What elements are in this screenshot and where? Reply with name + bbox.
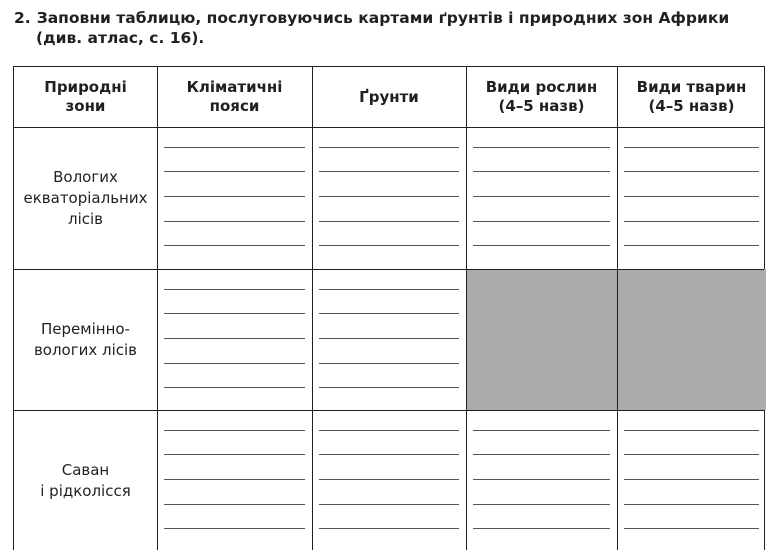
answer-line[interactable] (624, 430, 759, 431)
task-text-line1: Заповни таблицю, послуговуючись картами ґрунтів і природних зон Африки (36, 9, 730, 27)
answer-line[interactable] (319, 221, 459, 222)
answer-line[interactable] (624, 221, 759, 222)
answer-line[interactable] (473, 171, 610, 172)
answer-line[interactable] (164, 313, 305, 314)
answer-line[interactable] (319, 430, 459, 431)
answer-line[interactable] (319, 171, 459, 172)
answer-line[interactable] (319, 479, 459, 480)
answer-line[interactable] (164, 479, 305, 480)
answer-line[interactable] (164, 221, 305, 222)
answer-line[interactable] (624, 245, 759, 246)
header-animal-species: Види тварин (4–5 назв) (636, 78, 747, 115)
shaded-cell (617, 269, 766, 410)
column-divider (157, 67, 158, 550)
answer-line[interactable] (624, 454, 759, 455)
answer-line[interactable] (473, 528, 610, 529)
zone-variable-humid-forests: Перемінно- вологих лісів (33, 319, 138, 359)
header-natural-zones: Природні зони (44, 78, 127, 115)
answer-line[interactable] (319, 338, 459, 339)
answer-line[interactable] (319, 387, 459, 388)
answer-line[interactable] (164, 171, 305, 172)
answer-line[interactable] (164, 430, 305, 431)
answer-line[interactable] (473, 196, 610, 197)
shaded-cell (466, 269, 617, 410)
row-divider (14, 127, 764, 128)
answer-line[interactable] (473, 504, 610, 505)
answer-line[interactable] (164, 245, 305, 246)
answer-line[interactable] (164, 528, 305, 529)
answer-line[interactable] (624, 504, 759, 505)
answer-line[interactable] (473, 221, 610, 222)
header-plant-species: Види рослин (4–5 назв) (485, 78, 598, 115)
zone-savanna-woodland: Саван і рідколісся (40, 460, 131, 500)
answer-line[interactable] (319, 363, 459, 364)
column-divider (466, 67, 467, 550)
answer-line[interactable] (164, 387, 305, 388)
answer-line[interactable] (319, 454, 459, 455)
header-soils: Ґрунти (359, 87, 419, 106)
answer-line[interactable] (164, 454, 305, 455)
zone-equatorial-forests: Вологих екваторіальних лісів (23, 167, 148, 228)
answer-line[interactable] (473, 245, 610, 246)
answer-line[interactable] (164, 196, 305, 197)
answer-line[interactable] (473, 454, 610, 455)
answer-line[interactable] (319, 313, 459, 314)
answer-line[interactable] (319, 528, 459, 529)
answer-line[interactable] (624, 147, 759, 148)
answer-line[interactable] (164, 147, 305, 148)
answer-line[interactable] (473, 430, 610, 431)
answer-line[interactable] (624, 528, 759, 529)
answer-line[interactable] (319, 147, 459, 148)
answer-line[interactable] (319, 196, 459, 197)
answer-line[interactable] (473, 147, 610, 148)
answer-line[interactable] (164, 289, 305, 290)
column-divider (312, 67, 313, 550)
header-climate-belts: Кліматичні пояси (186, 78, 283, 115)
task-number: 2. (14, 9, 31, 27)
worksheet-table (13, 66, 765, 550)
answer-line[interactable] (164, 338, 305, 339)
answer-line[interactable] (164, 363, 305, 364)
row-divider (14, 410, 764, 411)
column-divider (617, 67, 618, 550)
answer-line[interactable] (319, 504, 459, 505)
answer-line[interactable] (473, 479, 610, 480)
task-text-line2: (див. атлас, с. 16). (36, 29, 205, 47)
row-divider (14, 269, 764, 270)
task-text (14, 8, 766, 48)
answer-line[interactable] (319, 245, 459, 246)
answer-line[interactable] (319, 289, 459, 290)
answer-line[interactable] (624, 479, 759, 480)
answer-line[interactable] (624, 171, 759, 172)
answer-line[interactable] (164, 504, 305, 505)
answer-line[interactable] (624, 196, 759, 197)
